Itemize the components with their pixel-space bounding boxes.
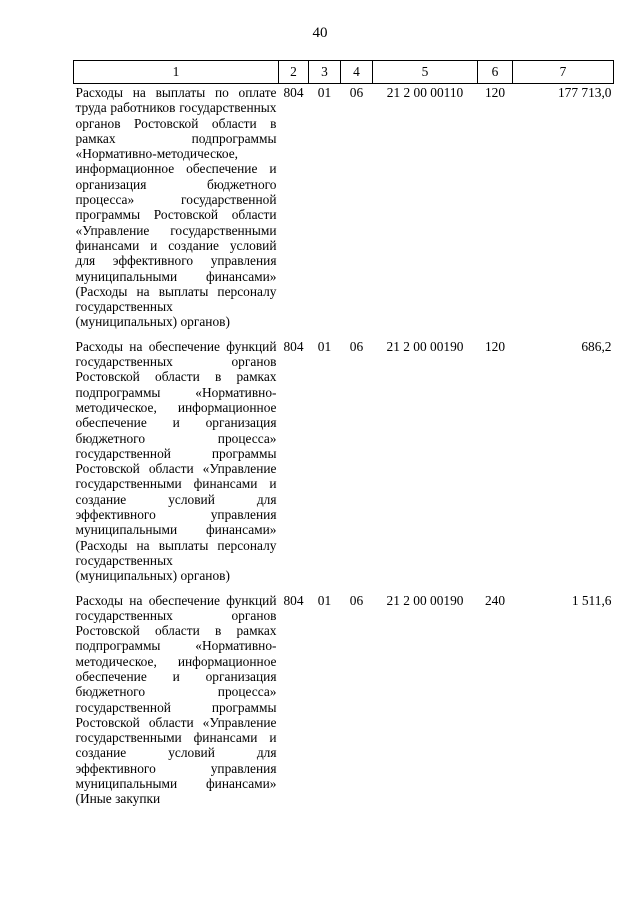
- row-description: Расходы на обеспечение функций государственных органов Ростовской области в рамках подпрограммы «Нормативно-методическое, информационное обеспечение и организация бюджетного процесса» государственной программы Ростовской области «Управление государственными финансами и создание условий для эффективного управления муниципальными финансами» (Иные закупки: [75, 592, 277, 807]
- column-header-6: 6: [478, 61, 513, 84]
- row-description: Расходы на обеспечение функций государственных органов Ростовской области в рамках подпрограммы «Нормативно-методическое, информационное обеспечение и организация бюджетного процесса» государственной программы Ростовской области «Управление государственными финансами и создание условий для эффективного управления муниципальными финансами» (Расходы на выплаты персоналу государственных (муниципальных) органов): [75, 338, 277, 584]
- row-description: Расходы на выплаты по оплате труда работников государственных органов Ростовской области в рамках подпрограммы «Нормативно-методическое, информационное обеспечение и организация бюджетного процесса» государственной программы Ростовской области «Управление государственными финансами и создание условий для эффективного управления муниципальными финансами» (Расходы на выплаты персоналу государственных (муниципальных) органов): [75, 85, 277, 330]
- column-header-3: 3: [309, 61, 341, 84]
- row-code-target: 21 2 00 00110: [386, 85, 464, 100]
- row-code-subsection: 06: [349, 592, 364, 608]
- row-code-expense-type: 120: [484, 85, 506, 100]
- row-code-expense-type: 120: [484, 338, 506, 354]
- column-header-7: 7: [513, 61, 614, 84]
- page-number: 40: [312, 25, 328, 41]
- row-code-ministry: 804: [283, 338, 304, 354]
- table-row: [74, 592, 614, 807]
- row-code-expense-type: 240: [484, 592, 506, 608]
- row-code-subsection: 06: [349, 338, 364, 354]
- row-amount: 686,2: [581, 338, 612, 354]
- row-code-subsection: 06: [349, 85, 364, 100]
- table-row: [74, 338, 614, 584]
- column-header-4: 4: [341, 61, 373, 84]
- table-row: [74, 84, 614, 330]
- row-code-section: 01: [317, 338, 332, 354]
- row-code-ministry: 804: [283, 592, 304, 608]
- column-header-5: 5: [373, 61, 478, 84]
- row-code-target: 21 2 00 00190: [386, 592, 464, 608]
- table-header-row: [74, 61, 614, 84]
- row-amount: 1 511,6: [571, 592, 612, 608]
- row-code-section: 01: [317, 592, 332, 608]
- budget-table: [73, 60, 614, 807]
- row-code-section: 01: [317, 85, 332, 100]
- row-amount: 177 713,0: [557, 85, 612, 100]
- column-header-1: 1: [74, 61, 279, 84]
- column-header-2: 2: [279, 61, 309, 84]
- row-code-target: 21 2 00 00190: [386, 338, 464, 354]
- row-code-ministry: 804: [283, 85, 304, 100]
